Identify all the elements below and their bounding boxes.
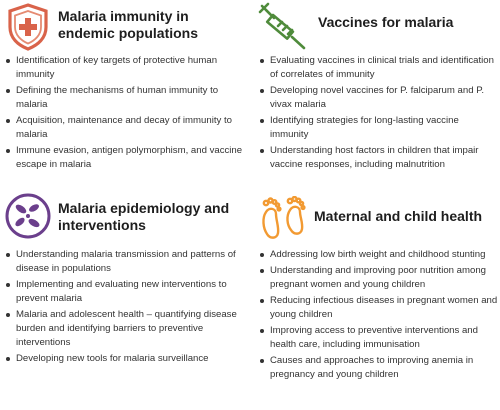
section-title: Vaccines for malaria: [318, 14, 454, 30]
section-epidemiology: [4, 192, 244, 368]
list-item: Developing new tools for malaria surveillance: [4, 352, 244, 366]
section-vaccines: [258, 2, 498, 174]
section-maternal-child-health: [258, 196, 498, 384]
bullet-list: [4, 54, 244, 172]
list-item: Immune evasion, antigen polymorphism, and vaccine escape in malaria: [4, 144, 244, 172]
list-item: Understanding malaria transmission and patterns of disease in populations: [4, 248, 244, 276]
section-header: [258, 196, 498, 248]
list-item: Improving access to preventive interventions and health care, including immunisation: [258, 324, 498, 352]
list-item: Reducing infectious diseases in pregnant women and young children: [258, 294, 498, 322]
footprints-icon: [258, 196, 308, 247]
shield-plus-icon: [4, 2, 52, 57]
section-title: Malaria immunity in endemic populations: [58, 8, 199, 41]
section-malaria-immunity: [4, 2, 244, 174]
bullet-list: [258, 248, 498, 382]
list-item: Evaluating vaccines in clinical trials and identification of correlates of immunity: [258, 54, 498, 82]
bullet-list: [4, 248, 244, 366]
bullet-list: [258, 54, 498, 172]
section-title: Maternal and child health: [314, 208, 483, 224]
parasite-cells-icon: [4, 192, 52, 245]
list-item: Implementing and evaluating new interventions to prevent malaria: [4, 278, 244, 306]
list-item: Addressing low birth weight and childhood stunting: [258, 248, 498, 262]
list-item: Malaria and adolescent health – quantifying disease burden and identifying barriers to preventive interventions: [4, 308, 244, 350]
list-item: Understanding host factors in children that impair vaccine responses, including malnutrition: [258, 144, 498, 172]
list-item: Acquisition, maintenance and decay of immunity to malaria: [4, 114, 244, 142]
list-item: Understanding and improving poor nutrition among pregnant women and young children: [258, 264, 498, 292]
list-item: Developing novel vaccines for P. falciparum and P. vivax malaria: [258, 84, 498, 112]
section-header: [258, 2, 498, 54]
list-item: Identification of key targets of protective human immunity: [4, 54, 244, 82]
list-item: Causes and approaches to improving anemia in pregnancy and young children: [258, 354, 498, 382]
list-item: Defining the mechanisms of human immunity to malaria: [4, 84, 244, 112]
section-header: [4, 2, 244, 54]
syringe-icon: [258, 2, 310, 57]
section-title: Malaria epidemiology and interventions: [58, 200, 230, 233]
list-item: Identifying strategies for long-lasting vaccine immunity: [258, 114, 498, 142]
section-header: [4, 192, 244, 244]
